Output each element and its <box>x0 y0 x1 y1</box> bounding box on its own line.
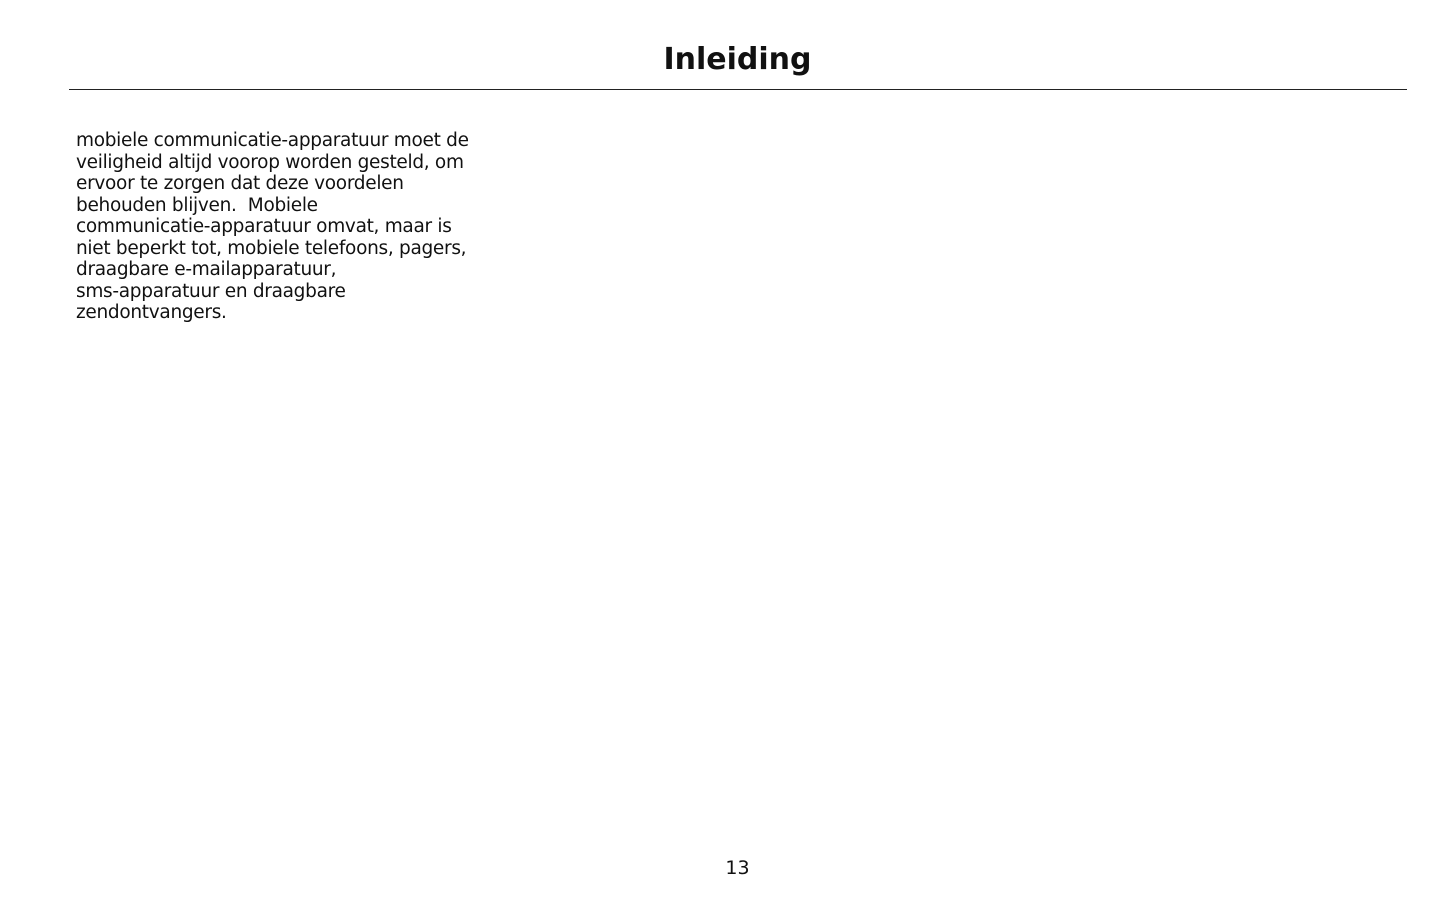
body-text-line: niet beperkt tot, mobiele telefoons, pagers, <box>76 237 467 259</box>
body-text-line: sms-apparatuur en draagbare <box>76 280 346 302</box>
header-divider <box>69 89 1407 90</box>
body-text-column <box>76 130 506 324</box>
body-text-line: draagbare e-mailapparatuur, <box>76 259 337 280</box>
body-text-line: communicatie-apparatuur omvat, maar is <box>76 216 452 237</box>
page-header-title: Inleiding <box>663 42 812 77</box>
page-number: 13 <box>725 857 750 879</box>
body-text-line: veiligheid altijd voorop worden gesteld, om <box>76 151 464 173</box>
body-text-line: mobiele communicatie-apparatuur moet de <box>76 130 469 151</box>
body-text-line: ervoor te zorgen dat deze voordelen <box>76 173 404 194</box>
body-text-line: zendontvangers. <box>76 302 227 323</box>
body-text-line: behouden blijven. Mobiele <box>76 194 318 216</box>
